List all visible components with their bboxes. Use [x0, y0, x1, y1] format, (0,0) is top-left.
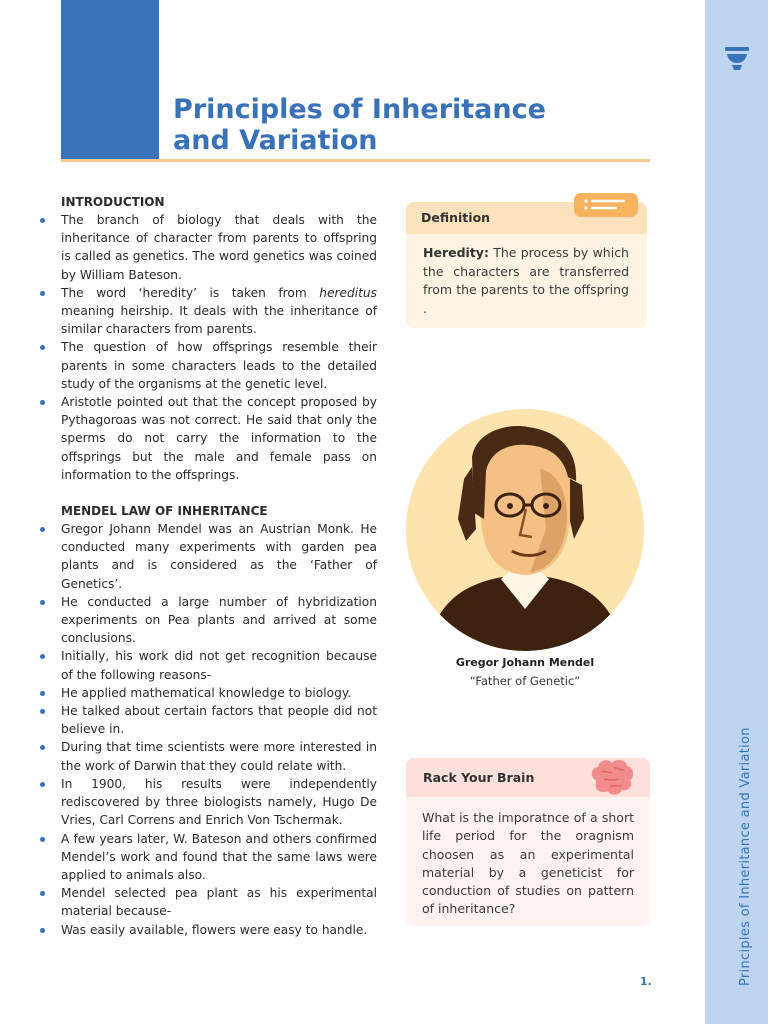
title-line-1: Principles of Inheritance	[173, 94, 546, 125]
main-column	[61, 193, 377, 939]
introduction-list	[61, 211, 377, 484]
notes-lines-icon	[574, 193, 638, 217]
mendel-list	[61, 520, 377, 939]
definition-card	[406, 202, 647, 328]
side-band	[705, 0, 768, 1024]
side-band-label: Principles of Inheritance and Variation	[738, 727, 753, 986]
list-item: During that time scientists were more interested in the work of Darwin that they could relate with.	[61, 738, 377, 774]
list-item: Mendel selected pea plant as his experimental material because-	[61, 884, 377, 920]
list-item-text: The word ‘heredity’ is taken from	[61, 285, 320, 300]
rack-your-brain-card	[406, 758, 650, 926]
portrait-caption-subtitle: “Father of Genetic”	[469, 674, 581, 688]
list-item-text: meaning heirship. It deals with the inheritance of similar characters from parents.	[61, 304, 377, 337]
latin-term: hereditus	[319, 285, 377, 300]
list-item: He conducted a large number of hybridization experiments on Pea plants and arrived at some conclusions.	[61, 593, 377, 648]
mendel-portrait	[406, 409, 644, 653]
list-item: A few years later, W. Bateson and others confirmed Mendel’s work and found that the same laws were applied to animals also.	[61, 830, 377, 885]
definition-title: Definition	[421, 210, 491, 225]
header-color-block	[61, 0, 159, 160]
page-number: 1.	[640, 975, 652, 988]
list-item: The branch of biology that deals with the inheritance of character from parents to offspring is called as genetics. The word genetics was coined by William Bateson.	[61, 211, 377, 284]
rack-your-brain-question: What is the imporatnce of a short life period for the oragnism choosen as an experimental material by a geneticist for conduction of studies on pattern of inheritance?	[422, 810, 634, 917]
list-item: He talked about certain factors that people did not believe in.	[61, 702, 377, 738]
brain-icon	[588, 758, 636, 798]
list-item: Initially, his work did not get recognition because of the following reasons-	[61, 647, 377, 683]
title-underline	[61, 159, 650, 162]
mendel-heading: MENDEL LAW OF INHERITANCE	[61, 504, 268, 519]
list-item: He applied mathematical knowledge to biology.	[61, 684, 377, 702]
introduction-heading: INTRODUCTION	[61, 195, 165, 209]
definition-body	[423, 244, 629, 318]
portrait-caption-name: Gregor Johann Mendel	[455, 656, 595, 669]
list-item: The question of how offsprings resemble their parents in some characters leads to the detailed study of the organisms at the genetic level.	[61, 338, 377, 393]
title-line-2: and Variation	[173, 125, 378, 156]
list-item: In 1900, his results were independently rediscovered by three biologists namely, Hugo De Vries, Carl Correns and Enrich Von Tschermak.	[61, 775, 377, 830]
list-item: Aristotle pointed out that the concept proposed by Pythagoroas was not correct. He said that only the sperms do not carry the information to the offsprings but the male and female pass on information to the offsprings.	[61, 393, 377, 484]
rack-your-brain-title: Rack Your Brain	[423, 770, 535, 785]
list-item: Was easily available, flowers were easy to handle.	[61, 921, 377, 939]
definition-text: The process by which the characters are transferred from the parents to the offspring .	[423, 245, 629, 316]
list-item: Gregor Johann Mendel was an Austrian Monk. He conducted many experiments with garden pea plants and is considered as the ‘Father of Genetics’.	[61, 520, 377, 593]
page-title	[173, 94, 546, 156]
unacademy-logo-icon	[724, 46, 750, 72]
definition-term: Heredity:	[423, 245, 489, 260]
list-item	[61, 284, 377, 339]
